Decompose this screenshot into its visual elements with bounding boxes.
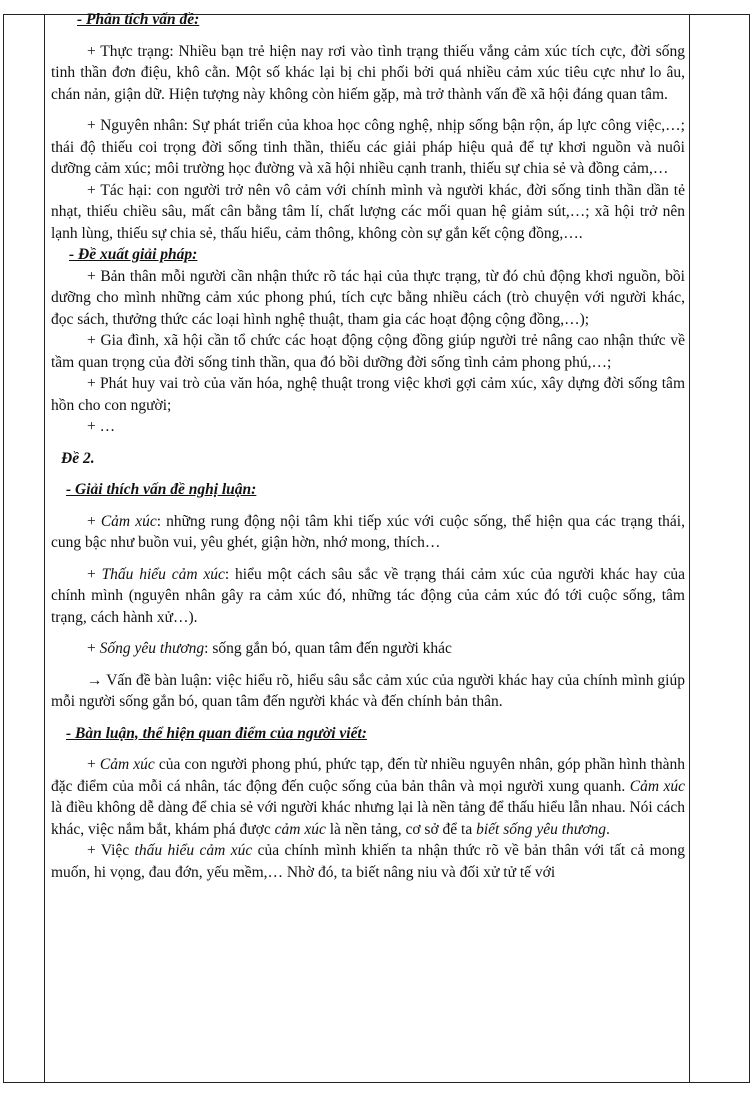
heading-de-xuat: - Đề xuất giải pháp:: [69, 246, 198, 263]
paragraph-giai-phap-2: + Gia đình, xã hội cần tổ chức các hoạt động cộng đồng giúp người trẻ nâng cao nhận thức về tầm quan trọng của đời sống tinh thần, qua đó bồi dưỡng đời sống tình cảm phong phú,…;: [51, 332, 685, 371]
document-table: [3, 11, 750, 1083]
column-divider-left: [44, 15, 45, 1082]
answer-content: [51, 9, 685, 883]
paragraph-ban-luan-2: + Việc thấu hiểu cảm xúc của chính mình khiến ta nhận thức rõ về bản thân với tất cả mong muốn, hi vọng, đau đớn, yếu mềm,… Nhờ đó, ta biết nâng niu và đối xử tử tế với: [51, 842, 685, 881]
paragraph-giai-phap-3: + Phát huy vai trò của văn hóa, nghệ thuật trong việc khơi gợi cảm xúc, xây dựng đời sống tâm hồn cho con người;: [51, 375, 685, 414]
paragraph-giai-phap-1: + Bản thân mỗi người cần nhận thức rõ tác hại của thực trạng, từ đó chủ động khơi nguồn, bồi dưỡng cho mình những cảm xúc phong phú, tích cực bằng nhiều cách (trò chuyện với người khác, đọc sách, thưởng thức các loại hình nghệ thuật, tham gia các hoạt động cộng đồng,…);: [51, 267, 685, 328]
paragraph-giai-phap-4: + …: [87, 418, 116, 435]
heading-giai-thich: - Giải thích vấn đề nghị luận:: [66, 481, 257, 498]
paragraph-tac-hai: + Tác hại: con người trở nên vô cảm với chính mình và người khác, đời sống tinh thần dần tẻ nhạt, thiếu chiều sâu, mất cân bằng tâm lí, chất lượng các mối quan hệ giảm sút,…; xã hội trở nên lạnh lùng, thiếu sự chia sẻ, thấu hiểu, cảm thông, không còn sự gắn kết cộng đồng,….: [51, 181, 685, 242]
column-divider-right: [689, 15, 690, 1082]
paragraph-song-yeu-thuong: + Sống yêu thương: sống gắn bó, quan tâm đến người khác: [87, 640, 452, 657]
paragraph-thuc-trang: + Thực trạng: Nhiều bạn trẻ hiện nay rơi vào tình trạng thiếu vắng cảm xúc tích cực, đời sống tinh thần đơn điệu, khô cằn. Một số khác lại bị chi phối bởi quá nhiều cảm xúc tiêu cực như lo âu, chán nản, giận dữ. Hiện tượng này không còn hiếm gặp, mà trở thành vấn đề xã hội đáng quan tâm.: [51, 42, 685, 103]
paragraph-van-de-ban-luan: → Vấn đề bàn luận: việc hiểu rõ, hiểu sâu sắc cảm xúc của người khác hay của chính mình giúp mỗi người sống gắn bó, quan tâm đến người khác và đến chính bản thân.: [51, 671, 685, 710]
paragraph-cam-xuc: + Cảm xúc: những rung động nội tâm khi tiếp xúc với cuộc sống, thể hiện qua các trạng thái, cung bậc như buồn vui, yêu ghét, giận hờn, nhớ mong, thích…: [51, 512, 685, 551]
heading-ban-luan: - Bàn luận, thể hiện quan điểm của người viết:: [66, 724, 367, 742]
paragraph-thau-hieu: + Thấu hiểu cảm xúc: hiểu một cách sâu sắc về trạng thái cảm xúc của người khác hay của chính mình (nguyên nhân gây ra cảm xúc đó, những tác động của cảm xúc đó tới cuộc sống, tâm trạng, cách hành xử…).: [51, 565, 685, 626]
heading-phan-tich: - Phân tích vấn đề:: [77, 11, 200, 28]
section-de-2: Đề 2.: [61, 449, 95, 467]
paragraph-nguyen-nhan: + Nguyên nhân: Sự phát triển của khoa học công nghệ, nhịp sống bận rộn, áp lực công việc,…; thái độ thiếu coi trọng đời sống tinh thần, thiếu các giải pháp hiệu quả để tự khơi nguồn và nuôi dưỡng cảm xúc; môi trường học đường và xã hội nhiều cạnh tranh, thiếu sự chia sẻ và đồng cảm,…: [51, 117, 685, 177]
term-thau-hieu: Thấu hiểu cảm xúc: [101, 565, 225, 583]
term-song-yeu-thuong: Sống yêu thương: [99, 640, 205, 657]
term-cam-xuc: Cảm xúc: [100, 512, 157, 530]
paragraph-ban-luan-1: + Cảm xúc của con người phong phú, phức tạp, đến từ nhiều nguyên nhân, góp phần hình thành đặc điểm của mỗi cá nhân, tác động đến cuộc sống của bản thân và mọi người xung quanh. Cảm xúc là điều không dễ dàng để chia sẻ với người khác nhưng lại là nền tảng để thấu hiểu lẫn nhau. Nói cách khác, việc nắm bắt, khám phá được cảm xúc là nền tảng, cơ sở để ta biết sống yêu thương.: [51, 756, 686, 838]
